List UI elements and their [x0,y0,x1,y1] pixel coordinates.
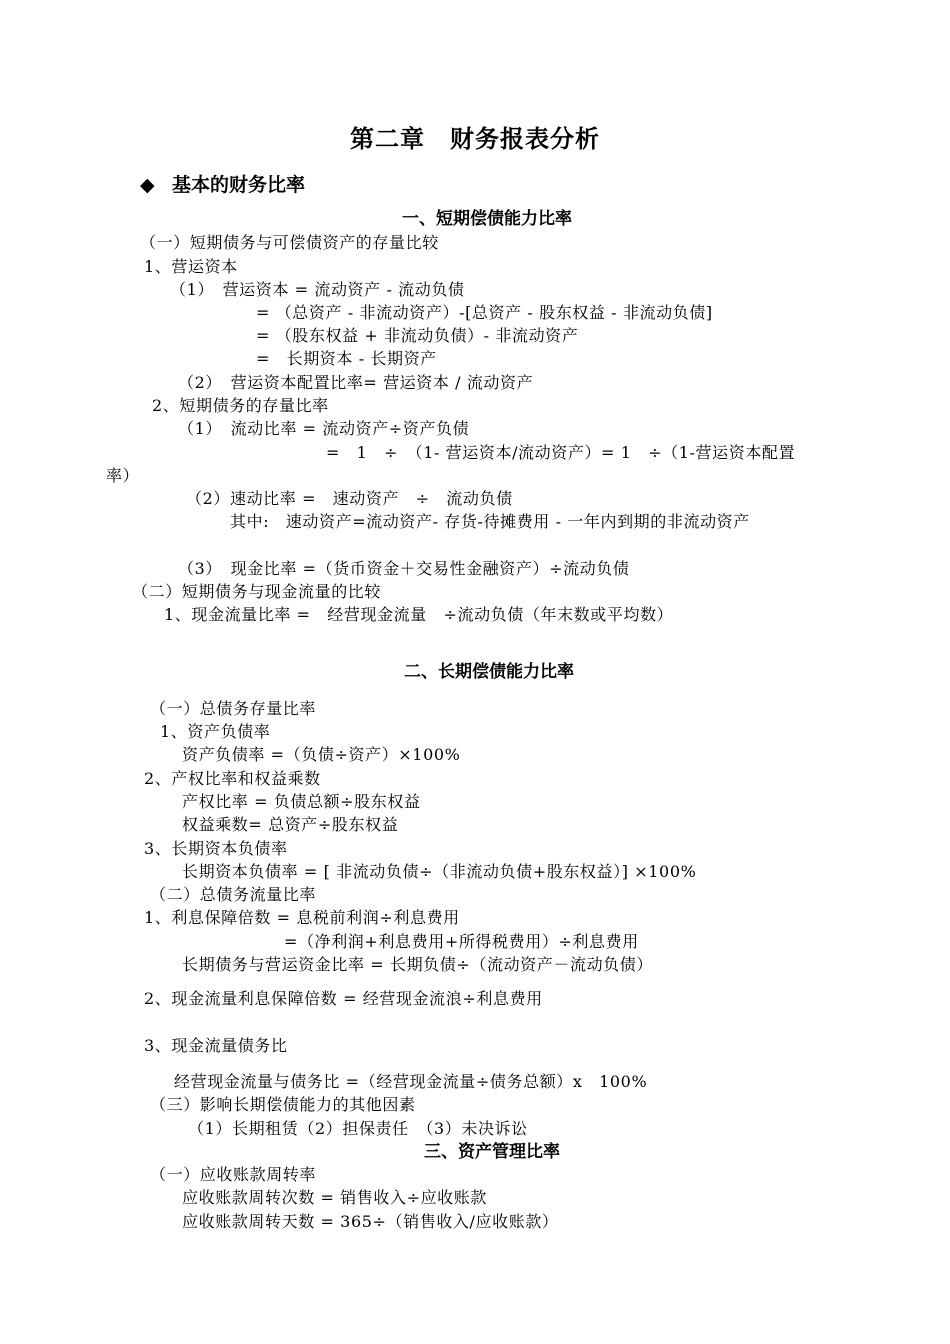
text-line: （二）短期债务与现金流量的比较 [132,582,382,601]
text-line: （一）应收账款周转率 [150,1165,317,1184]
chapter-title: 第二章 财务报表分析 [350,125,600,153]
bullet-diamond-icon: ◆ [140,174,155,196]
text-line: 3、长期资本负债率 [144,839,288,858]
text-line: （2）速动比率 = 速动资产 ÷ 流动负债 [186,489,513,508]
text-line: 权益乘数= 总资产÷股东权益 [182,815,399,834]
text-line: 资产负债率 =（负债÷资产）×100% [182,745,461,764]
text-line: = （总资产 - 非流动资产）-[总资产 - 股东权益 - 非流动负债] [256,303,713,322]
section-heading-short-term: 一、短期偿债能力比率 [402,209,572,229]
text-line: 1、现金流量比率 = 经营现金流量 ÷流动负债（年末数或平均数） [164,605,674,624]
text-line: 2、现金流量利息保障倍数 = 经营现金流浪÷利息费用 [144,989,543,1008]
text-line: 1、资产负债率 [160,722,271,741]
text-line: 产权比率 = 负债总额÷股东权益 [182,792,421,811]
text-line: =（净利润+利息费用+所得税费用）÷利息费用 [284,932,639,951]
text-line: （一）总债务存量比率 [150,699,317,718]
text-line: （1） 流动比率 = 流动资产÷资产负债 [178,419,470,438]
text-line: 3、现金流量债务比 [144,1036,288,1055]
bullet-heading: 基本的财务比率 [172,174,306,196]
text-line: = （股东权益 + 非流动负债）- 非流动资产 [256,326,579,345]
text-line: 长期资本负债率 = [ 非流动负债÷（非流动负债+股东权益）] ×100% [182,862,697,881]
text-line: = 长期资本 - 长期资产 [256,349,437,368]
text-line: （1）长期租赁（2）担保责任 （3）未决诉讼 [188,1119,528,1138]
text-line: 1、利息保障倍数 = 息税前利润÷利息费用 [144,908,460,927]
text-line: （一）短期债务与可偿债资产的存量比较 [140,233,439,252]
section-heading-asset-management: 三、资产管理比率 [424,1142,560,1162]
text-line: 2、短期债务的存量比率 [152,396,329,415]
text-line: （二）总债务流量比率 [150,885,317,904]
text-line: 应收账款周转天数 = 365÷（销售收入/应收账款） [182,1212,559,1231]
text-line: （1） 营运资本 = 流动资产 - 流动负债 [170,280,465,299]
text-line: 其中: 速动资产=流动资产- 存货-待摊费用 - 一年内到期的非流动资产 [230,512,750,531]
text-line: 长期债务与营运资金比率 = 长期负债÷（流动资产－流动负债） [182,955,653,974]
text-line: 率） [106,466,140,485]
section-heading-long-term: 二、长期偿债能力比率 [404,662,574,682]
text-line: （2） 营运资本配置比率= 营运资本 / 流动资产 [178,373,534,392]
text-line: 1、营运资本 [144,257,238,276]
text-line: 应收账款周转次数 = 销售收入÷应收账款 [182,1188,487,1207]
text-line: （三）影响长期偿债能力的其他因素 [150,1095,416,1114]
text-line: （3） 现金比率 =（货币资金＋交易性金融资产）÷流动负债 [178,559,630,578]
text-line: 2、产权比率和权益乘数 [144,769,321,788]
text-line: = 1 ÷ （1- 营运资本/流动资产）= 1 ÷（1-营运资本配置 [326,443,796,462]
text-line: 经营现金流量与债务比 =（经营现金流量÷债务总额）x 100% [174,1072,648,1091]
